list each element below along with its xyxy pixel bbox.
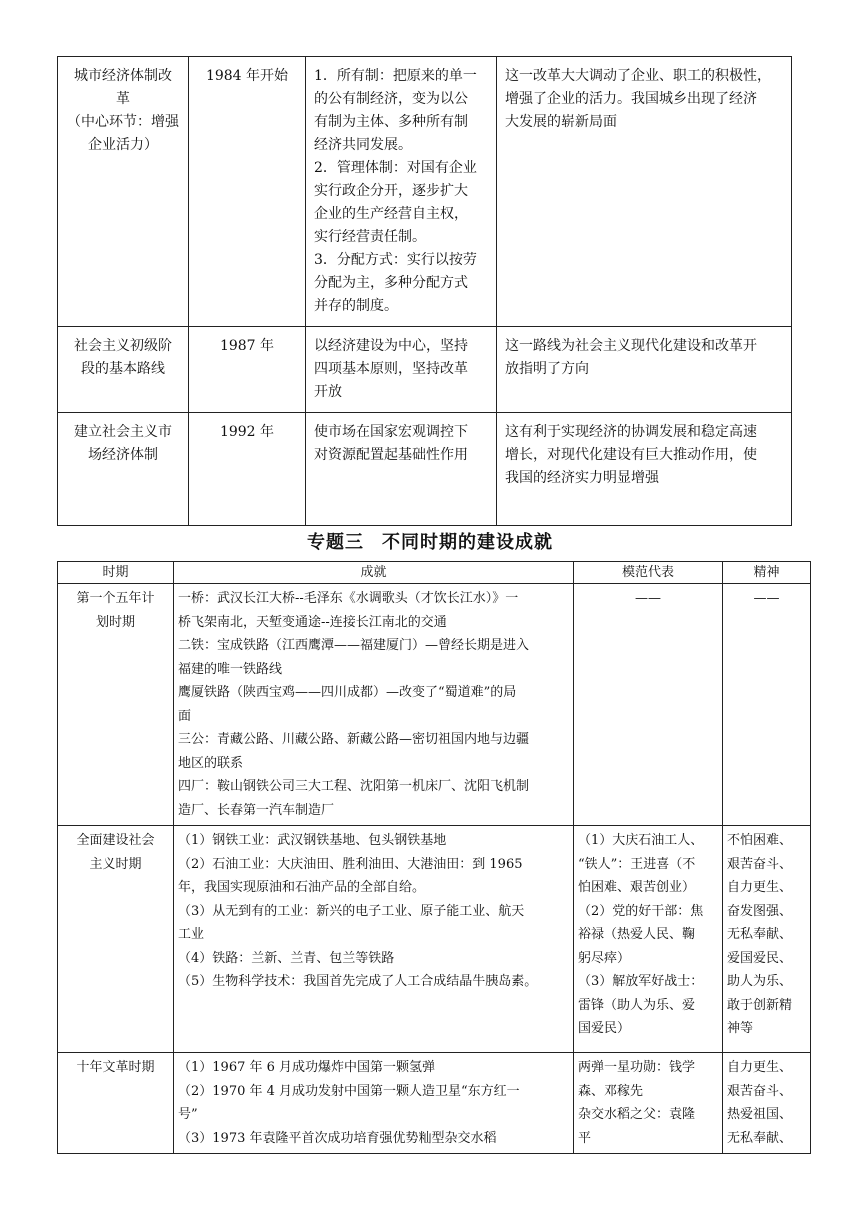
cell-line: （4）铁路：兰新、兰青、包兰等铁路 (178, 950, 395, 966)
cell-line: 第一个五年计 (76, 591, 155, 606)
cell-line: （1）钢铁工业：武汉钢铁基地、包头钢铁基地 (178, 833, 447, 848)
cell-line: 分配为主，多种分配方式 (314, 275, 468, 291)
cell-line: 增长，对现代化建设有巨大推动作用，使 (505, 447, 757, 463)
cell-line: 福建的唯一铁路线 (178, 661, 283, 677)
reform-item-cell (58, 57, 189, 327)
cell-line: 两弹一星功勋：钱学 (578, 1060, 696, 1075)
section-title (0, 528, 860, 554)
cell-line: （3）解放军好战士： (578, 974, 704, 989)
cell-line: 雷锋（助人为乐、爱 (578, 997, 696, 1013)
cell-line: 这一改革大大调动了企业、职工的积极性， (505, 68, 771, 84)
cell-line: 社会主义初级阶 (74, 338, 172, 354)
cell-line: 二铁：宝成铁路（江西鹰潭——福建厦门）—曾经长期是进入 (178, 638, 530, 653)
cell-line: 3．分配方式：实行以按劳 (314, 252, 477, 268)
cell-line: （2）党的好干部：焦 (578, 903, 704, 919)
cell-line: 大发展的崭新局面 (505, 114, 617, 130)
period-cell (58, 1053, 174, 1154)
cell-line: 城市经济体制改 (74, 68, 172, 84)
cell-line: 一桥：武汉长江大桥--毛泽东《水调歌头（才饮长江水）》一 (178, 591, 519, 606)
cell-line: 面 (178, 708, 192, 724)
table-row (58, 57, 792, 327)
models-cell (574, 584, 723, 826)
cell-line: 实行经营责任制。 (314, 229, 426, 245)
cell-line: 开放 (314, 384, 342, 400)
cell-line: 2．管理体制：对国有企业 (314, 160, 477, 176)
reform-time-cell (189, 413, 306, 526)
spirit-cell (723, 584, 811, 826)
reform-item-cell (58, 413, 189, 526)
cell-line: 有制为主体、多种所有制 (314, 114, 468, 130)
reform-content-cell (306, 57, 497, 327)
cell-line: 1．所有制：把原来的单一 (314, 68, 477, 84)
achievements-cell (174, 1053, 574, 1154)
cell-line: 奋发图强、 (727, 903, 793, 919)
cell-line: 桥飞架南北，天堑变通途--连接长江南北的交通 (178, 614, 447, 630)
cell-line: 艰苦奋斗、 (727, 1083, 793, 1099)
cell-line: 爱国爱民、 (727, 950, 793, 966)
cell-line: （2）1970 年 4 月成功发射中国第一颗人造卫星“东方红一 (178, 1083, 520, 1099)
cell-line: 增强了企业的活力。我国城乡出现了经济 (505, 91, 757, 107)
header-models: 模范代表 (574, 562, 723, 584)
header-period: 时期 (58, 562, 174, 584)
cell-line: 无私奉献、 (727, 927, 793, 942)
cell-line: 森、邓稼先 (578, 1083, 644, 1099)
cell-line: 场经济体制 (88, 447, 158, 463)
cell-line: 裕禄（热爱人民、鞠 (578, 927, 696, 942)
achievements-cell (174, 584, 574, 826)
reform-time-cell (189, 327, 306, 413)
cell-line: 这一路线为社会主义现代化建设和改革开 (505, 338, 757, 354)
header-achievements: 成就 (174, 562, 574, 584)
cell-line: —— (753, 591, 780, 606)
cell-line: （2）石油工业：大庆油田、胜利油田、大港油田：到 1965 (178, 856, 523, 872)
cell-line: 四项基本原则，坚持改革 (314, 361, 468, 377)
cell-line: （中心环节：增强 (67, 114, 179, 130)
table-row (58, 584, 811, 826)
cell-line: 使市场在国家宏观调控下 (314, 424, 468, 440)
period-cell (58, 584, 174, 826)
cell-line: 自力更生、 (727, 880, 793, 895)
cell-line: 艰苦奋斗、 (727, 856, 793, 872)
cell-line: （3）1973 年袁隆平首次成功培育强优势籼型杂交水稻 (178, 1130, 497, 1146)
reform-table (57, 56, 792, 526)
cell-text: 1987 年 (219, 338, 275, 354)
cell-line: 主义时期 (89, 856, 142, 872)
cell-line: 热爱祖国、 (727, 1107, 793, 1122)
cell-text: 1984 年开始 (205, 68, 289, 84)
reform-time-cell (189, 57, 306, 327)
achievements-cell (174, 826, 574, 1053)
period-cell (58, 826, 174, 1053)
cell-line: 敢于创新精 (727, 997, 793, 1013)
cell-line: 平 (578, 1130, 592, 1146)
cell-line: 怕困难、艰苦创业） (578, 880, 696, 895)
table-row (58, 413, 792, 526)
cell-line: 实行政企分开，逐步扩大 (314, 183, 468, 199)
cell-line: 三公：青藏公路、川藏公路、新藏公路—密切祖国内地与边疆 (178, 732, 530, 747)
cell-line: 十年文革时期 (76, 1060, 155, 1075)
spirit-cell (723, 826, 811, 1053)
cell-line: 造厂、长春第一汽车制造厂 (178, 802, 335, 818)
cell-line: 号” (178, 1107, 198, 1122)
reform-effect-cell (497, 327, 792, 413)
cell-line: 国爱民） (578, 1021, 631, 1036)
section-label: 专题三 (307, 532, 364, 553)
cell-line: 神等 (727, 1021, 754, 1036)
cell-line: 建立社会主义市 (74, 424, 172, 440)
cell-line: 放指明了方向 (505, 361, 589, 377)
cell-line: 工业 (178, 927, 205, 942)
cell-line: 段的基本路线 (81, 361, 165, 377)
cell-line: 经济共同发展。 (314, 137, 412, 153)
cell-line: 企业的生产经营自主权， (314, 206, 468, 222)
cell-line: 不怕困难、 (727, 833, 793, 848)
cell-line: 躬尽瘁） (578, 950, 631, 966)
table-header-row (58, 562, 811, 584)
cell-line: 我国的经济实力明显增强 (505, 470, 659, 486)
header-spirit: 精神 (723, 562, 811, 584)
cell-line: 企业活力） (88, 137, 158, 153)
section-heading: 不同时期的建设成就 (382, 532, 553, 553)
cell-line: （5）生物科学技术：我国首先完成了人工合成结晶牛胰岛素。 (178, 974, 538, 989)
models-cell (574, 826, 723, 1053)
cell-line: 杂交水稻之父：袁隆 (578, 1107, 696, 1122)
cell-line: —— (635, 591, 661, 606)
reform-item-cell (58, 327, 189, 413)
cell-line: 助人为乐、 (727, 974, 793, 989)
reform-content-cell (306, 327, 497, 413)
cell-line: 无私奉献、 (727, 1130, 793, 1146)
cell-text: 1992 年 (219, 424, 275, 440)
cell-line: 划时期 (95, 614, 135, 630)
cell-line: 对资源配置起基础性作用 (314, 447, 468, 463)
cell-line: （3）从无到有的工业：新兴的电子工业、原子能工业、航天 (178, 903, 525, 919)
cell-line: 革 (116, 91, 130, 107)
spirit-cell (723, 1053, 811, 1154)
cell-line: 鹰厦铁路（陕西宝鸡——四川成都）—改变了“蜀道难”的局 (178, 685, 517, 700)
table-row (58, 826, 811, 1053)
cell-line: 并存的制度。 (314, 298, 398, 314)
reform-effect-cell (497, 413, 792, 526)
cell-line: 四厂：鞍山钢铁公司三大工程、沈阳第一机床厂、沈阳飞机制 (178, 779, 530, 794)
models-cell (574, 1053, 723, 1154)
cell-line: 年，我国实现原油和石油产品的全部自给。 (178, 880, 426, 895)
table-row (58, 327, 792, 413)
cell-line: 自力更生、 (727, 1060, 793, 1075)
cell-line: （1）大庆石油工人、 (578, 833, 704, 848)
table-row (58, 1053, 811, 1154)
achievements-table (57, 561, 811, 1154)
cell-line: “铁人”：王进喜（不 (578, 856, 696, 872)
reform-content-cell (306, 413, 497, 526)
cell-line: （1）1967 年 6 月成功爆炸中国第一颗氢弹 (178, 1060, 436, 1075)
cell-line: 地区的联系 (178, 755, 244, 771)
reform-effect-cell (497, 57, 792, 327)
cell-line: 这有利于实现经济的协调发展和稳定高速 (505, 424, 757, 440)
cell-line: 全面建设社会 (76, 833, 155, 848)
cell-line: 以经济建设为中心，坚持 (314, 338, 468, 354)
cell-line: 的公有制经济，变为以公 (314, 91, 468, 107)
